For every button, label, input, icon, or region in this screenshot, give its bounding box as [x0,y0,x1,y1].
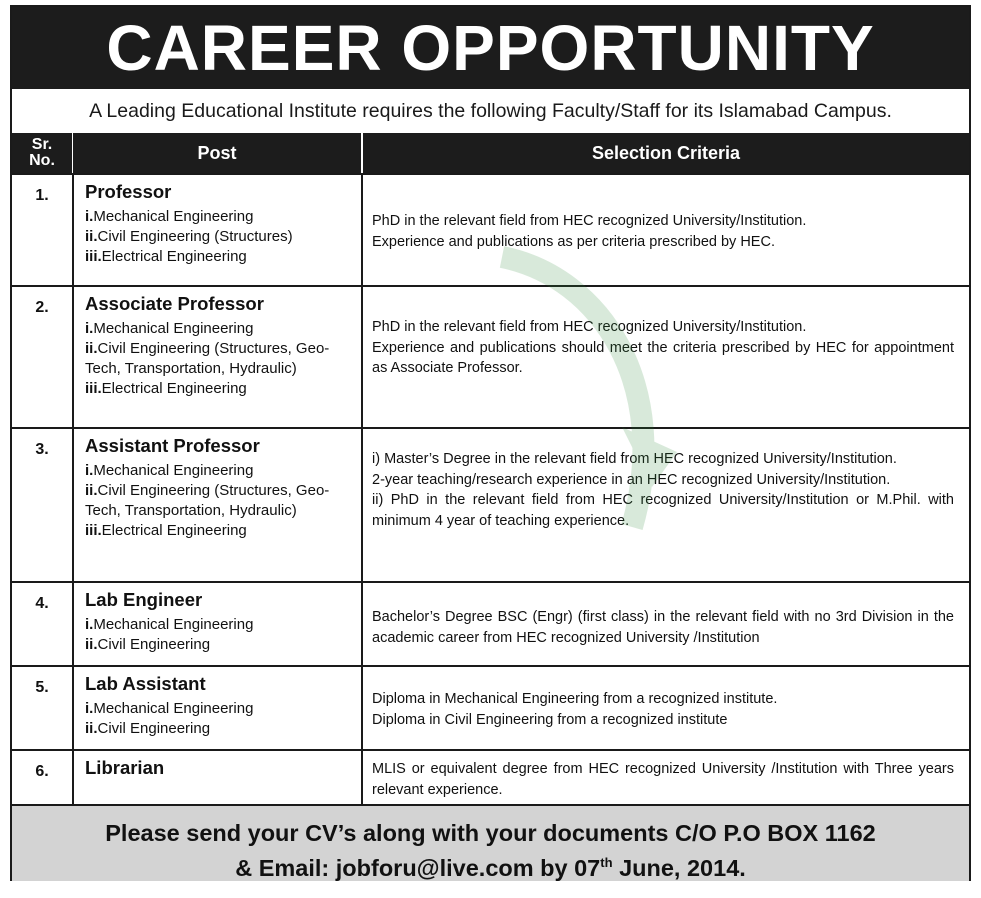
criteria-cell [372,449,954,531]
row-sr-number: 6. [35,763,49,780]
criteria-line: 2-year teaching/research experience in an HEC recognized University/Institution. [372,471,891,488]
column-divider [72,667,74,749]
table-row [12,749,969,804]
specialization-text: Electrical Engineering [101,248,247,265]
specialization-text: Civil Engineering [97,636,211,653]
post-title: Professor [85,181,172,202]
specialization-text: Mechanical Engineering [93,700,254,717]
criteria-cell [372,211,954,252]
advertisement-frame [10,5,971,881]
post-specialization [85,339,355,379]
specialization-number: ii. [85,482,98,499]
post-specialization [85,461,355,481]
specialization-number: i. [85,320,94,337]
column-divider [72,287,74,427]
post-cell [85,757,355,783]
post-title: Lab Engineer [85,589,203,610]
specialization-number: i. [85,462,94,479]
specialization-text: Electrical Engineering [101,522,247,539]
banner-title: CAREER OPPORTUNITY [12,7,969,89]
criteria-line: ii) PhD in the relevant field from HEC recognized University/Institution or M.Phil. with minimum 4 year of teaching experience. [372,492,954,529]
post-cell [85,293,355,399]
table-row [12,285,969,427]
post-specialization [85,227,355,247]
criteria-line: PhD in the relevant field from HEC recognized University/Institution. [372,213,807,229]
subtitle: A Leading Educational Institute requires the following Faculty/Staff for its Islamabad Campus. [89,100,892,122]
criteria-line: Diploma in Mechanical Engineering from a recognized institute. [372,691,778,707]
table-row [12,581,969,665]
header-criteria: Selection Criteria [363,133,969,173]
criteria-cell [372,607,954,648]
column-divider [361,287,363,427]
post-cell [85,435,355,541]
column-divider [72,583,74,665]
post-specialization [85,481,355,521]
specialization-text: Civil Engineering [97,720,211,737]
post-cell [85,181,355,267]
post-specialization [85,615,355,635]
post-specialization [85,699,355,719]
post-specialization [85,719,355,739]
row-sr-number: 2. [35,299,49,316]
criteria-cell [372,759,954,800]
specialization-number: ii. [85,340,98,357]
jobs-table [12,133,969,798]
post-specialization [85,379,355,399]
column-divider [72,175,74,285]
post-title: Associate Professor [85,293,264,314]
specialization-text: Mechanical Engineering [93,462,254,479]
column-divider [361,751,363,804]
footer-line-1: Please send your CV’s along with your documents C/O P.O BOX 1162 [105,820,876,846]
table-row [12,665,969,749]
specialization-text: Mechanical Engineering [93,616,254,633]
criteria-line: i) Master’s Degree in the relevant field from HEC recognized University/Institution. [372,451,897,467]
table-header [12,133,969,173]
specialization-text: Civil Engineering (Structures) [97,228,293,245]
row-sr-number: 1. [35,187,49,204]
specialization-number: ii. [85,720,98,737]
criteria-line: MLIS or equivalent degree from HEC recognized University /Institution with Three years relevant experience. [372,761,954,798]
footer-line-2 [12,848,969,883]
specialization-text: Civil Engineering (Structures, Geo-Tech, Transportation, Hydraulic) [85,340,330,377]
post-title: Assistant Professor [85,435,260,456]
criteria-line: Experience and publications as per criteria prescribed by HEC. [372,233,775,250]
footer [12,804,969,881]
post-specialization [85,319,355,339]
post-title: Librarian [85,757,165,778]
table-row [12,427,969,581]
column-divider [72,751,74,804]
table-row [12,173,969,285]
specialization-number: i. [85,208,94,225]
footer-line-2-pre: & Email: jobforu@live.com by 07 [235,854,601,881]
header-sr-label: Sr. No. [29,136,55,169]
column-divider [361,583,363,665]
post-cell [85,673,355,739]
header-sr [12,133,72,173]
criteria-cell [372,317,954,379]
post-title: Lab Assistant [85,673,206,694]
specialization-number: ii. [85,636,98,653]
specialization-number: iii. [85,248,102,265]
specialization-number: iii. [85,380,102,397]
column-divider [361,175,363,285]
criteria-line: Experience and publications should meet the criteria prescribed by HEC for appointment as Associate Professor. [372,339,954,376]
column-divider [361,429,363,581]
specialization-number: i. [85,700,94,717]
specialization-number: ii. [85,228,98,245]
specialization-number: iii. [85,522,102,539]
criteria-cell [372,689,954,730]
criteria-line: PhD in the relevant field from HEC recognized University/Institution. [372,319,807,335]
specialization-text: Electrical Engineering [101,380,247,397]
column-divider [361,667,363,749]
row-sr-number: 3. [35,441,49,458]
specialization-text: Mechanical Engineering [93,208,254,225]
column-divider [72,429,74,581]
footer-line-2-sup: th [600,855,613,870]
specialization-text: Mechanical Engineering [93,320,254,337]
criteria-line: Bachelor’s Degree BSC (Engr) (first class) in the relevant field with no 3rd Division in the academic career from HEC recognized University /Institution [372,609,954,646]
post-specialization [85,207,355,227]
specialization-number: i. [85,616,94,633]
row-sr-number: 4. [35,595,49,612]
criteria-line: Diploma in Civil Engineering from a recognized institute [372,711,728,728]
post-specialization [85,247,355,267]
post-specialization [85,521,355,541]
footer-line-2-post: June, 2014. [612,854,746,881]
post-specialization [85,635,355,655]
row-sr-number: 5. [35,679,49,696]
specialization-text: Civil Engineering (Structures, Geo-Tech, Transportation, Hydraulic) [85,482,330,519]
post-cell [85,589,355,655]
header-post: Post [73,133,361,173]
